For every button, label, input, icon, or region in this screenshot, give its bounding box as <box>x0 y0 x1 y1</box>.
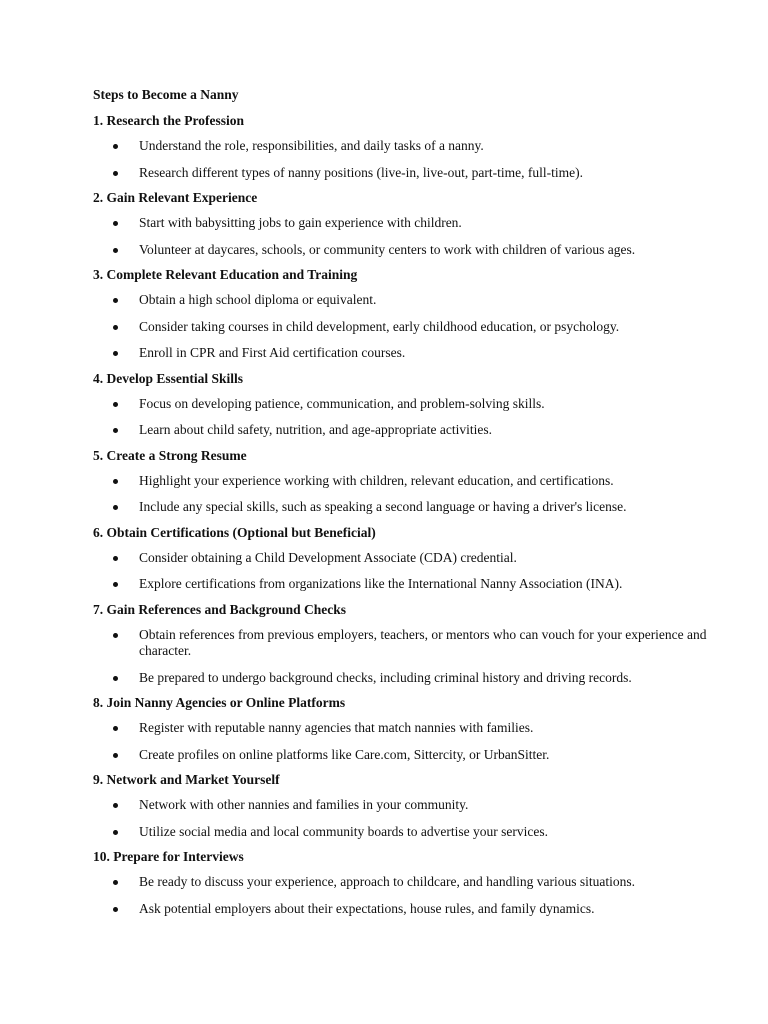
section-heading: 4. Develop Essential Skills <box>93 370 244 386</box>
list-item <box>93 473 713 490</box>
bullet-icon <box>113 880 118 885</box>
bullet-icon <box>113 325 118 330</box>
bullet-icon <box>113 144 118 149</box>
bullet-list <box>93 720 713 763</box>
list-item-text: Enroll in CPR and First Aid certification courses. <box>139 345 406 360</box>
list-item <box>93 720 713 737</box>
list-item <box>93 499 713 516</box>
section-heading: 6. Obtain Certifications (Optional but Beneficial) <box>93 524 376 540</box>
list-item-text: Create profiles on online platforms like Care.com, Sittercity, or UrbanSitter. <box>139 746 550 762</box>
bullet-list <box>93 627 713 687</box>
list-item <box>93 345 713 362</box>
bullet-icon <box>113 582 118 587</box>
list-item <box>93 292 713 309</box>
list-item-text: Highlight your experience working with children, relevant education, and certifications. <box>139 472 614 488</box>
list-item-text: Be ready to discuss your experience, approach to childcare, and handling various situations. <box>139 874 635 889</box>
document-title: Steps to Become a Nanny <box>93 87 239 102</box>
list-item-text: Register with reputable nanny agencies that match nannies with families. <box>139 720 534 735</box>
list-item-text: Obtain references from previous employers, teachers, or mentors who can vouch for your experience and character. <box>139 626 707 658</box>
bullet-icon <box>113 907 118 912</box>
list-item-text: Research different types of nanny positions (live-in, live-out, part-time, full-time). <box>139 164 584 180</box>
bullet-icon <box>113 633 118 638</box>
bullet-icon <box>113 753 118 758</box>
list-item <box>93 396 713 413</box>
sections-container <box>93 112 713 917</box>
list-item-text: Be prepared to undergo background checks, including criminal history and driving records. <box>139 669 632 685</box>
list-item <box>93 576 713 593</box>
bullet-icon <box>113 221 118 226</box>
bullet-icon <box>113 171 118 176</box>
bullet-icon <box>113 298 118 303</box>
list-item-text: Consider obtaining a Child Development Associate (CDA) credential. <box>139 549 517 565</box>
bullet-list <box>93 396 713 439</box>
section-heading: 9. Network and Market Yourself <box>93 772 280 787</box>
list-item <box>93 824 713 841</box>
list-item-text: Learn about child safety, nutrition, and age-appropriate activities. <box>139 422 492 437</box>
section-heading: 3. Complete Relevant Education and Training <box>93 267 358 282</box>
bullet-icon <box>113 726 118 731</box>
bullet-list <box>93 797 713 840</box>
list-item <box>93 797 713 814</box>
list-item <box>93 319 713 336</box>
bullet-list <box>93 292 713 362</box>
list-item-text: Utilize social media and local community boards to advertise your services. <box>139 823 549 839</box>
list-item <box>93 215 713 232</box>
list-item <box>93 627 713 660</box>
section-heading: 1. Research the Profession <box>93 113 244 128</box>
list-item-text: Focus on developing patience, communication, and problem-solving skills. <box>139 395 545 411</box>
list-item <box>93 138 713 155</box>
list-item <box>93 550 713 567</box>
list-item-text: Include any special skills, such as speaking a second language or having a driver's license. <box>139 499 627 514</box>
list-item-text: Volunteer at daycares, schools, or community centers to work with children of various ages. <box>139 241 636 257</box>
bullet-icon <box>113 676 118 681</box>
section-heading: 7. Gain References and Background Checks <box>93 601 347 617</box>
bullet-list <box>93 550 713 593</box>
list-item <box>93 747 713 764</box>
list-item <box>93 901 713 918</box>
bullet-icon <box>113 803 118 808</box>
list-item <box>93 422 713 439</box>
bullet-icon <box>113 830 118 835</box>
list-item-text: Explore certifications from organizations like the International Nanny Association (INA). <box>139 576 623 591</box>
bullet-list <box>93 874 713 917</box>
list-item-text: Network with other nannies and families in your community. <box>139 797 469 812</box>
bullet-list <box>93 473 713 516</box>
bullet-icon <box>113 556 118 561</box>
section-heading: 8. Join Nanny Agencies or Online Platforms <box>93 695 346 710</box>
list-item-text: Ask potential employers about their expectations, house rules, and family dynamics. <box>139 900 595 916</box>
bullet-icon <box>113 505 118 510</box>
list-item-text: Start with babysitting jobs to gain experience with children. <box>139 215 462 230</box>
bullet-icon <box>113 351 118 356</box>
bullet-list <box>93 215 713 258</box>
section-heading: 2. Gain Relevant Experience <box>93 190 258 205</box>
section-heading: 10. Prepare for Interviews <box>93 849 244 864</box>
list-item-text: Obtain a high school diploma or equivalent. <box>139 292 377 307</box>
document-page <box>93 86 713 925</box>
list-item <box>93 874 713 891</box>
list-item <box>93 242 713 259</box>
bullet-icon <box>113 479 118 484</box>
bullet-icon <box>113 428 118 433</box>
list-item-text: Consider taking courses in child development, early childhood education, or psychology. <box>139 318 620 334</box>
list-item <box>93 165 713 182</box>
list-item-text: Understand the role, responsibilities, and daily tasks of a nanny. <box>139 138 484 153</box>
bullet-list <box>93 138 713 181</box>
section-heading: 5. Create a Strong Resume <box>93 447 247 463</box>
bullet-icon <box>113 402 118 407</box>
bullet-icon <box>113 248 118 253</box>
list-item <box>93 670 713 687</box>
